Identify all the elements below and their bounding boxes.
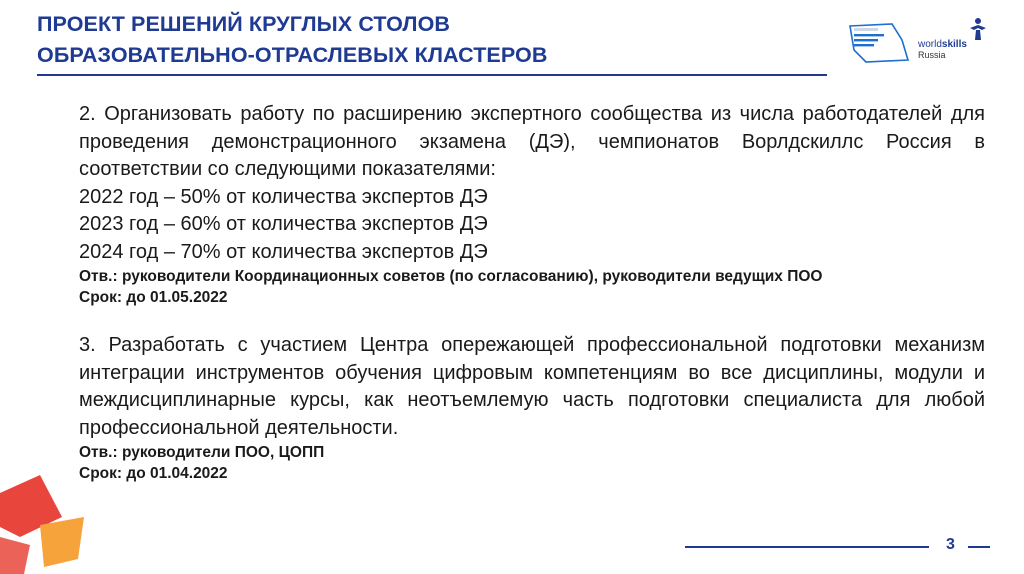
item-3-deadline: Срок: до 01.04.2022 (79, 465, 228, 482)
page-title (37, 9, 547, 71)
item-2-deadline: Срок: до 01.05.2022 (79, 289, 228, 306)
title-underline (37, 74, 827, 76)
item-3-text: 3. Разработать с участием Центра опережающей профессиональной подготовки механизм интеграции инструментов обучения цифровым компетенциям во все дисциплины, модули и междисциплинарные курсы, как неотъемлемую часть подготовки специалиста для любой профессиональной деятельности. (79, 334, 985, 439)
ws-world: world (918, 39, 942, 50)
item-2-text: 2. Организовать работу по расширению экспертного сообщества из числа работодателей для проведения демонстрационного экзамена (ДЭ), чемпионатов Ворлдскиллс Россия в соответствии со следующими показателями: (79, 103, 985, 180)
footer-rule (685, 546, 929, 548)
worldskills-logo (918, 40, 967, 60)
target-2023: 2023 год – 60% от количества экспертов ДЭ (79, 213, 488, 235)
main-content (79, 101, 985, 484)
decorative-shapes (0, 475, 110, 574)
page-number: 3 (946, 536, 955, 553)
target-2022: 2022 год – 50% от количества экспертов ДЭ (79, 185, 488, 208)
ws-russia: Russia (918, 50, 946, 60)
ws-skills: skills (941, 39, 967, 50)
national-projects-logo (846, 20, 918, 69)
item-3-responsible: Отв.: руководители ПОО, ЦОПП (79, 444, 325, 461)
item-2-responsible: Отв.: руководители Координационных советов (по согласованию), руководители ведущих ПОО (79, 268, 823, 285)
page-title-line-1: ПРОЕКТ РЕШЕНИЙ КРУГЛЫХ СТОЛОВ (37, 12, 451, 36)
logos (846, 12, 1006, 72)
worldskills-figure-icon (964, 16, 992, 44)
page-title-line-2: ОБРАЗОВАТЕЛЬНО-ОТРАСЛЕВЫХ КЛАСТЕРОВ (37, 43, 548, 67)
footer-rule-right (968, 546, 990, 548)
target-2024: 2024 год – 70% от количества экспертов ДЭ (79, 240, 488, 263)
